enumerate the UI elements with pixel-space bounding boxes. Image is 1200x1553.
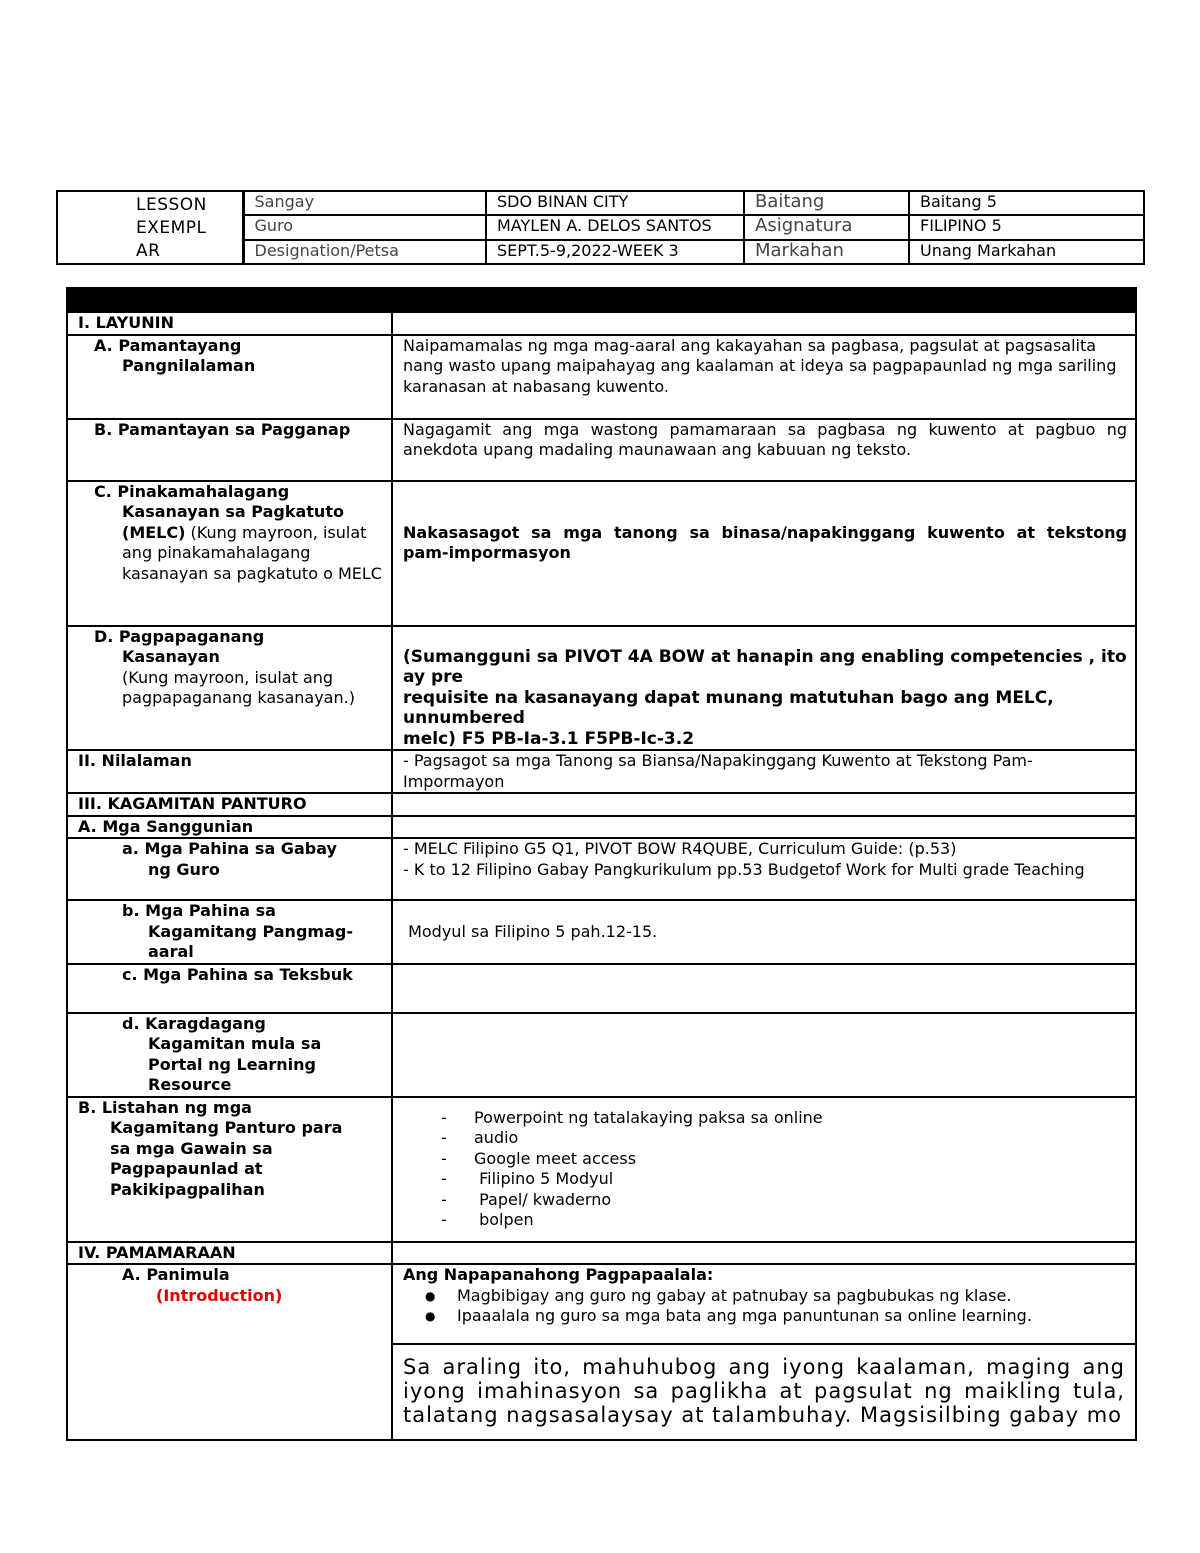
lesson-exemplar-title (57, 191, 243, 264)
sangay-value: SDO BINAN CITY (486, 191, 744, 215)
kagamitan-heading: III. KAGAMITAN PANTURO (67, 793, 392, 816)
guro-value: MAYLEN A. DELOS SANTOS (486, 215, 744, 239)
intro-text-cell (392, 1344, 1136, 1440)
pagpapaganang-kasanayan-text: (Sumangguni sa PIVOT 4A BOW at hanapin ang enabling competencies , ito ay pre requisite na kasanayang dapat munang matutuhan bago ang MELC, unnumbered melc) F5 PB-Ia-3.1 F5PB-Ic-3.2 (392, 626, 1136, 751)
table-row (67, 964, 1136, 1013)
baitang-label: Baitang (744, 191, 909, 215)
sangay-label: Sangay (243, 191, 486, 215)
title-line-2: EXEMPL (136, 218, 207, 238)
list-item: - audio (441, 1128, 519, 1147)
baitang-value: Baitang 5 (909, 191, 1144, 215)
list-item: - Filipino 5 Modyul (441, 1169, 614, 1188)
lesson-header-table (56, 190, 1145, 265)
kagamitang-pangmag-aaral-text: Modyul sa Filipino 5 pah.12-15. (392, 900, 1136, 964)
markahan-value: Unang Markahan (909, 240, 1144, 264)
petsa-label: Designation/Petsa (243, 240, 486, 264)
table-row (67, 1264, 1136, 1344)
nilalaman-text: - Pagsagot sa mga Tanong sa Biansa/Napakinggang Kuwento at Tekstong Pam-Impormayon (392, 750, 1136, 793)
guro-label: Guro (243, 215, 486, 239)
kagamitang-pangmag-aaral-label: b. Mga Pahina sa Kagamitang Pangmag- aaral (67, 900, 392, 964)
markahan-label: Markahan (744, 240, 909, 264)
lesson-plan-table (66, 287, 1137, 1441)
table-row (67, 750, 1136, 793)
gabay-guro-label: a. Mga Pahina sa Gabay ng Guro (67, 838, 392, 900)
asignatura-value: FILIPINO 5 (909, 215, 1144, 239)
table-row (67, 838, 1136, 900)
list-item: - bolpen (441, 1210, 534, 1229)
petsa-value: SEPT.5-9,2022-WEEK 3 (486, 240, 744, 264)
paalala-cell (392, 1264, 1136, 1344)
table-row (67, 793, 1136, 816)
listahan-label: B. Listahan ng mga Kagamitang Panturo para sa mga Gawain sa Pagpapaunlad at Pakikipagpalihan (67, 1097, 392, 1242)
list-item: - Papel/ kwaderno (441, 1189, 612, 1209)
title-line-1: LESSON (136, 195, 207, 215)
table-row (67, 335, 1136, 419)
pamamaraan-heading: IV. PAMAMARAAN (67, 1242, 392, 1265)
table-header-bar (67, 288, 1136, 312)
table-row (67, 312, 1136, 335)
table-row (67, 419, 1136, 481)
table-row (67, 1097, 1136, 1242)
asignatura-label: Asignatura (744, 215, 909, 239)
melc-label: C. Pinakamahalagang Kasanayan sa Pagkatuto (MELC) (Kung mayroon, isulat ang pinakamahalagang kasanayan sa pagkatuto o MELC (67, 481, 392, 626)
table-row (67, 1242, 1136, 1265)
list-item: - Powerpoint ng tatalakaying paksa sa online (441, 1107, 823, 1127)
gabay-guro-text: - MELC Filipino G5 Q1, PIVOT BOW R4QUBE, Curriculum Guide: (p.53) - K to 12 Filipino Gabay Pangkurikulum pp.53 Budgetof Work for Multi grade Teaching (392, 838, 1136, 900)
table-row (67, 816, 1136, 839)
layunin-heading: I. LAYUNIN (67, 312, 392, 335)
pamantayan-sa-pagganap-label: B. Pamantayan sa Pagganap (67, 419, 392, 481)
list-item: ● Magbibigay ang guro ng gabay at patnubay sa pagbubukas ng klase. (425, 1285, 1012, 1305)
materials-list (401, 1108, 1127, 1231)
melc-text: Nakasasagot sa mga tanong sa binasa/napakinggang kuwento at tekstong pam-impormasyon (392, 481, 1136, 626)
paalala-title: Ang Napapanahong Pagpapaalala: (403, 1265, 714, 1284)
intro-text: Sa araling ito, mahuhubog ang iyong kaalaman, maging ang iyong imahinasyon sa paglikha at pagsulat ng maikling tula, talatang nagsasalaysay at talambuhay. Magsisilbing gabay mo (403, 1355, 1125, 1427)
title-line-3: AR (136, 241, 161, 261)
teksbuk-label: c. Mga Pahina sa Teksbuk (67, 964, 392, 1013)
panimula-label: A. Panimula (Introduction) (67, 1264, 392, 1440)
nilalaman-label: II. Nilalaman (67, 750, 392, 793)
table-row (67, 481, 1136, 626)
table-row (67, 900, 1136, 964)
pamantayan-sa-pagganap-text: Nagagamit ang mga wastong pamamaraan sa pagbasa ng kuwento at pagbuo ng anekdota upang madaling maunawaan ang kabuuan ng teksto. (392, 419, 1136, 481)
list-item: ● Ipaaalala ng guro sa mga bata ang mga panuntunan sa online learning. (425, 1306, 1032, 1325)
sanggunian-heading: A. Mga Sanggunian (67, 816, 392, 839)
list-item: - Google meet access (441, 1148, 637, 1168)
pamantayang-pangnilalaman-label: A. Pamantayang Pangnilalaman (67, 335, 392, 419)
paalala-list (403, 1286, 1127, 1327)
table-row (67, 1013, 1136, 1097)
portal-label: d. Karagdagang Kagamitan mula sa Portal ng Learning Resource (67, 1013, 392, 1097)
pagpapaganang-kasanayan-label: D. Pagpapaganang Kasanayan (Kung mayroon, isulat ang pagpapaganang kasanayan.) (67, 626, 392, 751)
listahan-items (392, 1097, 1136, 1242)
pamantayang-pangnilalaman-text: Naipamamalas ng mga mag-aaral ang kakayahan sa pagbasa, pagsulat at pagsasalita nang wasto upang maipahayag ang kaalaman at ideya sa pagpapaunlad ng mga sariling karanasan at nabasang kuwento. (392, 335, 1136, 419)
table-row (67, 626, 1136, 751)
